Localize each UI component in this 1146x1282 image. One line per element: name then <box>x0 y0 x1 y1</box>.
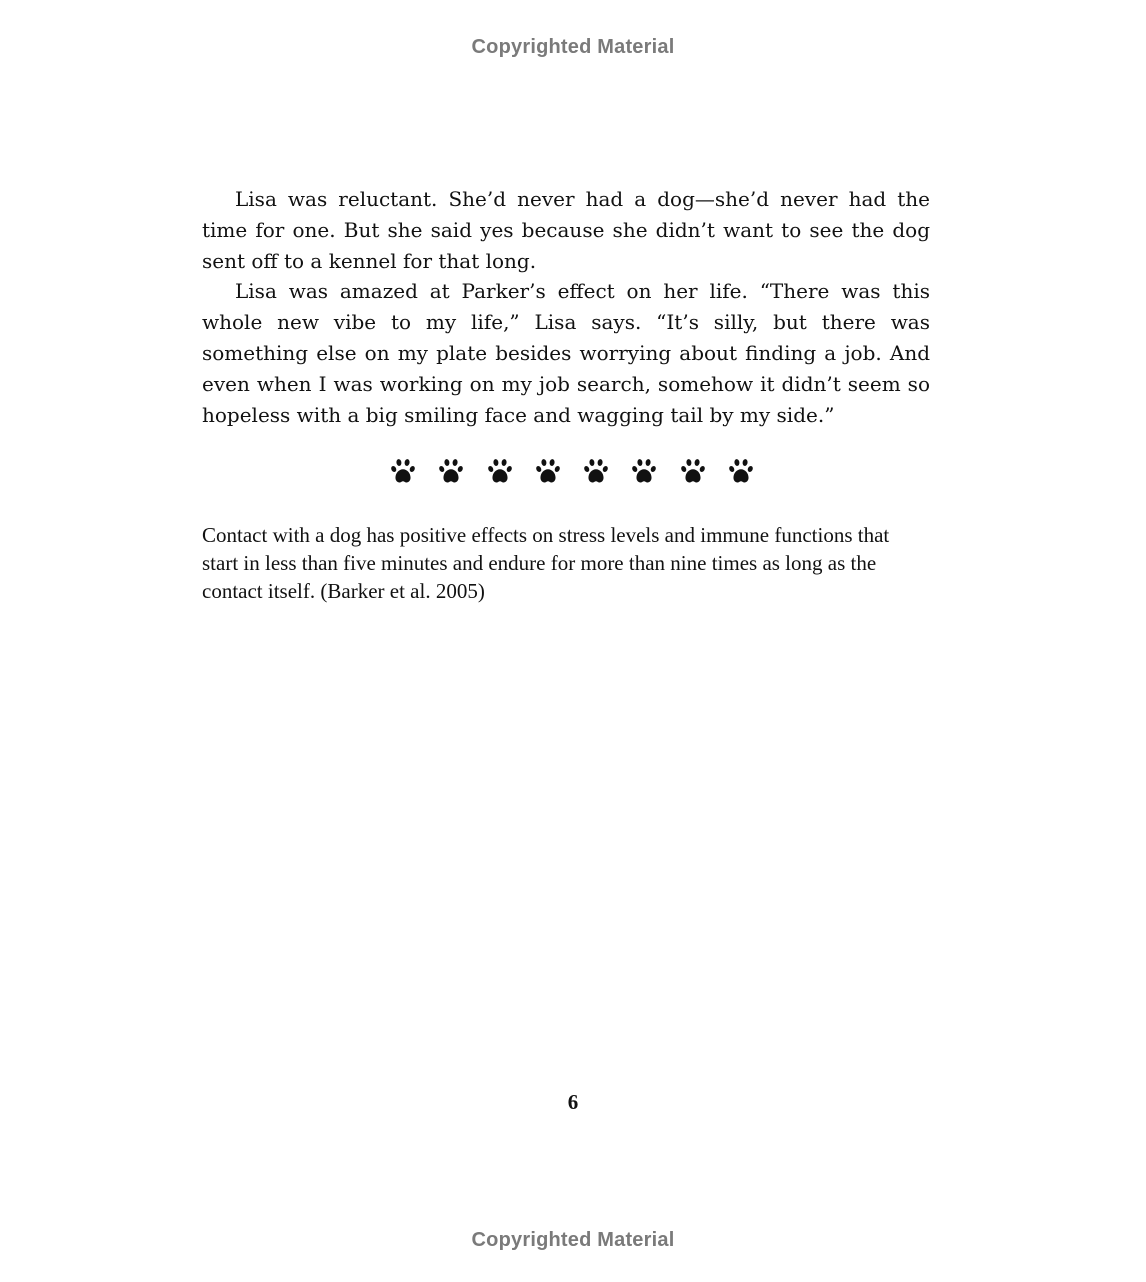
paw-print-divider <box>390 458 754 486</box>
paw-print-icon <box>583 458 609 486</box>
paragraph: Lisa was amazed at Parker’s effect on her life. “There was this whole new vibe to my life,” Lisa says. “It’s silly, but there was something else on my plate besides worrying about finding a job. And even when I was working on my job search, somehow it didn’t seem so hopeless with a big smiling face and wagging tail by my side.” <box>202 279 930 427</box>
paw-print-icon <box>680 458 706 486</box>
paw-print-icon <box>438 458 464 486</box>
paw-print-icon <box>728 458 754 486</box>
footnote <box>202 521 930 606</box>
page-number: 6 <box>567 1090 579 1114</box>
paw-print-icon <box>631 458 657 486</box>
paragraph: Lisa was reluctant. She’d never had a dog—she’d never had the time for one. But she said yes because she didn’t want to see the dog sent off to a kennel for that long. <box>202 187 930 273</box>
watermark-bottom: Copyrighted Material <box>471 1229 675 1251</box>
watermark-top: Copyrighted Material <box>471 36 675 58</box>
footnote-citation: (Barker et al. 2005) <box>320 579 485 604</box>
paw-print-icon <box>535 458 561 486</box>
paw-print-icon <box>487 458 513 486</box>
footnote-text: Contact with a dog has positive effects on stress levels and immune functions that start in less than five minutes and endure for more than nine times as long as the contact itself. <box>202 523 890 604</box>
paw-print-icon <box>390 458 416 486</box>
body-text <box>202 184 930 430</box>
